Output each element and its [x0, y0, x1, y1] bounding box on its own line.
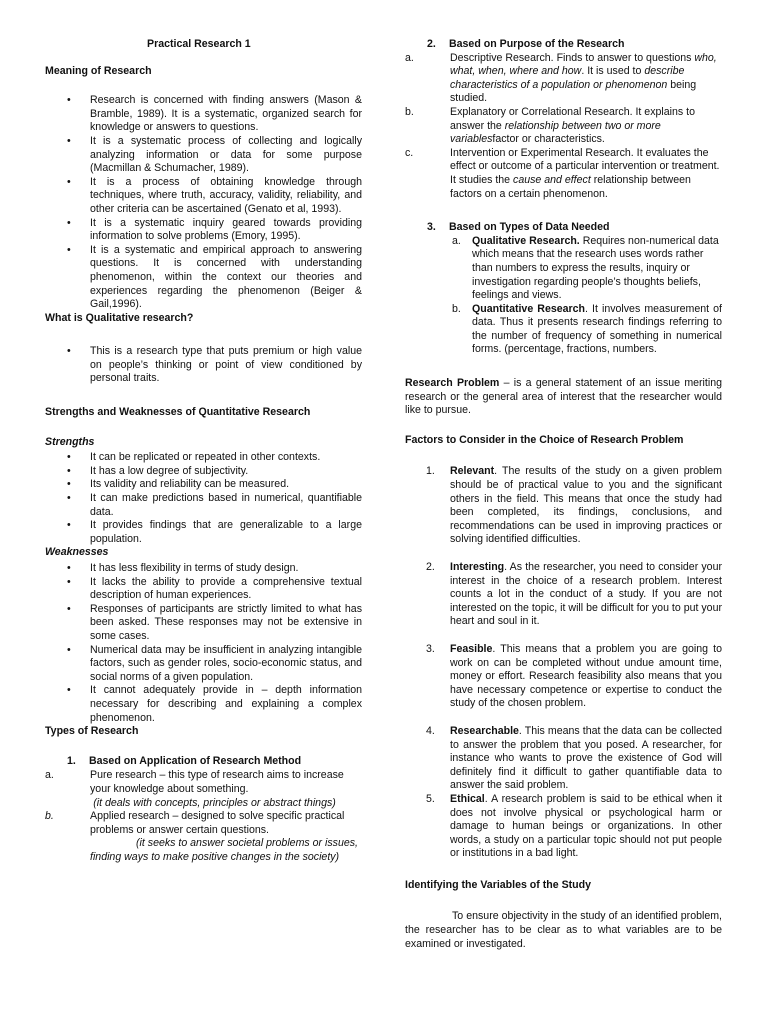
- list-letter: a.: [452, 234, 461, 247]
- list-item: • It lacks the ability to provide a comprehensive textual description of human experiences.: [45, 576, 362, 603]
- document-title: Practical Research 1: [147, 38, 251, 50]
- type3-item-a-text: [472, 235, 722, 303]
- type2-item-a: [405, 52, 722, 106]
- type1-item-b-text: Applied research – designed to solve specific practical problems or answer certain questions.: [90, 810, 345, 836]
- right-column: [405, 38, 722, 951]
- text-run: relationship between factors on a certain phenomenon.: [450, 173, 691, 200]
- list-item: • Its validity and reliability can be measured.: [45, 478, 362, 492]
- text-run: Relevant: [450, 465, 495, 478]
- text-run: Interesting: [450, 561, 505, 573]
- list-item: • Research is concerned with finding answers (Mason & Bramble, 1989). It is a systematic, organized search for knowledge or answers to questions.: [45, 94, 362, 135]
- text-run: . As the researcher, you need to consider your interest in the choice of a research problem. Interest counts a lot in the conduct of a study. If you are not interested on the topic, it will be difficult for you to put your heart and soul in it.: [450, 561, 722, 628]
- list-item: • This is a research type that puts premium or high value on people’s thinking or point of view conditioned by personal traits.: [45, 345, 362, 386]
- factor-item-text: [450, 465, 722, 547]
- list-item: • It has a low degree of subjectivity.: [45, 465, 362, 479]
- text-run: . The results of the study on a given problem should be of practical value to you and the significant others in the field. This means that once the study had been completed, its findings, conclusions, and recommendations can be used in improving practices or solving identified difficulties.: [450, 465, 722, 546]
- variables-heading: Identifying the Variables of the Study: [405, 878, 592, 891]
- list-item: • It can be replicated or repeated in other contexts.: [45, 451, 362, 465]
- type3-heading: [405, 221, 722, 235]
- text-run: Quantitative Research: [472, 302, 585, 315]
- list-letter: b.: [405, 105, 414, 118]
- list-number: 1.: [67, 754, 76, 767]
- type2-item-b: [405, 106, 722, 147]
- text-run: Explanatory or Correlational Research. It explains to answer the: [450, 105, 695, 132]
- list-item: • It provides findings that are generalizable to a large population.: [45, 519, 362, 546]
- research-problem-paragraph: [405, 377, 722, 418]
- factor-item-2: [405, 561, 722, 629]
- factor-item-5: [405, 793, 722, 861]
- type3-item-b: [405, 303, 722, 357]
- factor-item-text: [450, 793, 722, 861]
- meaning-heading: Meaning of Research: [45, 64, 152, 77]
- type2-item-b-text: [450, 106, 722, 147]
- text-run: – is a general statement of an issue meriting research or the general area of interest that the researcher would like to pursue.: [405, 377, 722, 417]
- list-item: • Responses of participants are strictly limited to what has been asked. These responses may not be extensive in some cases.: [45, 603, 362, 644]
- text-run: factor or characteristics.: [492, 133, 605, 146]
- strengths-list: [45, 451, 362, 546]
- list-number: 3.: [427, 221, 436, 234]
- text-run: describe characteristics of a population or phenomenon: [450, 65, 685, 91]
- list-number: 3.: [426, 642, 435, 655]
- type1-item-a-note: (it deals with concepts, principles or abstract things): [93, 796, 336, 809]
- list-letter: c.: [405, 146, 414, 159]
- type1-item-a-text: Pure research – this type of research aims to increase your knowledge about something.: [90, 769, 344, 795]
- type1-item-b-note: (it seeks to answer societal problems or issues, finding ways to make positive changes in the society): [90, 837, 358, 863]
- types-heading: Types of Research: [45, 725, 139, 738]
- list-number: 4.: [426, 724, 435, 737]
- text-run: Research Problem: [405, 377, 500, 390]
- list-item: • It is a systematic and empirical approach to answering questions. It is concerned with understanding phenomenon, within the context our theories and experiences regarding the phenomenon (Beiger & Gail,1996).: [45, 244, 362, 312]
- type2-title: Based on Purpose of the Research: [449, 38, 625, 50]
- type2-item-a-text: [450, 52, 722, 106]
- strengths-weaknesses-heading: Strengths and Weaknesses of Quantitative Research: [45, 406, 311, 419]
- type2-heading: [405, 38, 722, 52]
- text-run: Requires non-numerical data which means that the research uses words rather than numbers to express the results, inquiry or investigation regarding people’s thoughts beliefs, feelings and views.: [472, 234, 719, 302]
- type2-item-c: [405, 147, 722, 201]
- qualitative-list: [45, 345, 362, 386]
- variables-paragraph: To ensure objectivity in the study of an identified problem, the researcher has to be clear as to what variables are to be examined or investigated.: [405, 910, 722, 950]
- qualitative-heading: What is Qualitative research?: [45, 311, 194, 324]
- type1-item-b: [45, 810, 362, 837]
- left-column: [45, 38, 362, 864]
- weaknesses-list: [45, 562, 362, 725]
- list-letter: a.: [405, 51, 414, 64]
- list-number: 1.: [426, 465, 435, 478]
- text-run: Descriptive Research. Finds to answer to questions: [450, 51, 695, 64]
- text-run: Qualitative Research.: [472, 234, 580, 247]
- factors-heading: Factors to Consider in the Choice of Research Problem: [405, 433, 684, 446]
- type3-item-b-text: [472, 303, 722, 357]
- type1-item-a: [45, 769, 362, 796]
- text-run: . This means that a problem you are going to work on can be completed without undue amount time, money or effort. Research feasibility also means that you have necessary competence or expertise to conduct the study of the chosen problem.: [450, 642, 722, 710]
- factor-item-text: [450, 725, 722, 793]
- factor-item-4: [405, 725, 722, 793]
- list-letter: b.: [452, 302, 461, 315]
- text-run: cause and effect: [513, 173, 591, 186]
- type1-heading: [45, 755, 362, 769]
- text-run: . A research problem is said to be ethical when it does not involve physical or psychological harm or damage to human beings or organizations. In other words, a study on a particular topic should not put people or institutions in a bad light.: [450, 792, 722, 860]
- list-item: • It is a systematic process of collecting and logically analyzing information or data for some purpose (Macmillan & Schumacher, 1989).: [45, 135, 362, 176]
- weaknesses-heading: Weaknesses: [45, 546, 109, 559]
- text-run: . This means that the data can be collected to answer the problem that you posed. A researcher, for instance who wants to prove the existence of God will definitely find it difficult to gather quantifiable data to answer the said problem.: [450, 724, 722, 792]
- text-run: Intervention or Experimental Research. It evaluates the effect or outcome of a particular intervention or treatment. It studies the: [450, 146, 720, 186]
- text-run: being studied.: [450, 78, 697, 105]
- text-run: Researchable: [450, 724, 519, 737]
- text-run: Ethical: [450, 792, 485, 805]
- type3-title: Based on Types of Data Needed: [449, 221, 610, 234]
- text-run: . It involves measurement of data. Thus it presents research findings referring to the number of frequency of something in numerical forms. (percentage, fractions, numbers.: [472, 302, 722, 356]
- text-run: Feasible: [450, 642, 493, 655]
- list-number: 2.: [426, 561, 435, 573]
- list-item: • It is a process of obtaining knowledge through techniques, where truth, accuracy, validity, reliability, and other criteria can be ascertained (Genato et al, 1993).: [45, 176, 362, 217]
- meaning-list: [45, 94, 362, 312]
- factor-item-1: [405, 465, 722, 547]
- factor-item-text: [450, 643, 722, 711]
- list-item: • It can make predictions based in numerical, quantifiable data.: [45, 492, 362, 519]
- text-run: relationship between two or more variables: [450, 119, 661, 146]
- list-item: • It is a systematic inquiry geared towards providing information to solve problems (Emory, 1995).: [45, 217, 362, 244]
- text-run: . It is used to: [581, 65, 645, 78]
- type2-item-c-text: [450, 147, 722, 201]
- list-item: • It cannot adequately provide in – depth information necessary for describing and explaining a complex phenomenon.: [45, 684, 362, 725]
- strengths-heading: Strengths: [45, 435, 95, 448]
- type1-title: Based on Application of Research Method: [89, 754, 302, 767]
- text-run: who, what, when, where and how: [450, 51, 717, 78]
- list-letter: b.: [45, 810, 54, 823]
- list-letter: a.: [45, 769, 54, 782]
- list-number: 5.: [426, 792, 435, 805]
- list-number: 2.: [427, 38, 436, 50]
- factor-item-text: [450, 561, 722, 629]
- list-item: • Numerical data may be insufficient in analyzing intangible factors, such as gender roles, socio-economic status, and social norms of a given population.: [45, 644, 362, 685]
- type3-item-a: [405, 235, 722, 303]
- list-item: • It has less flexibility in terms of study design.: [45, 562, 362, 576]
- factor-item-3: [405, 643, 722, 711]
